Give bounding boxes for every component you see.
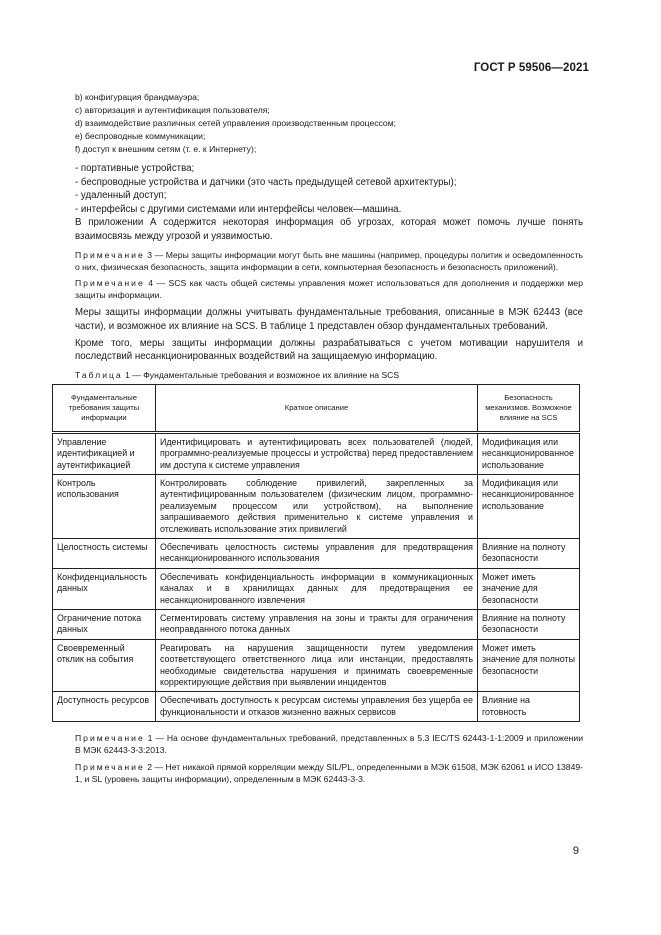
list-item: - портативные устройства;	[75, 163, 195, 174]
cell-description: Реагировать на нарушения защищенности путем уведомления соответствующего ответственного лица или инстанции, предоставлять необходимые свидетельства нарушения и принимать своевременные корректирующие действия при выявлении инцидентов	[155, 639, 477, 692]
list-item: f) доступ к внешним сетям (т. е. к Интернету);	[75, 144, 257, 154]
note-text: 1 — На основе фундаментальных требований, представленных в 5.3 IEC/TS 62443-1-1:2009 и приложении В МЭК 62443-3-3:2013.	[75, 733, 583, 756]
paragraph-measures: Меры защиты информации должны учитывать фундаментальные требования, описанные в МЭК 62443 (все части), и возможное их влияние на SCS. В таблице 1 представлен обзор фундаментальных требований.	[75, 307, 583, 332]
caption-label: Таблица	[75, 369, 123, 380]
note-text: 3 — Меры защиты информации могут быть вне машины (например, процедуры политик и осведомленность о них, физическая безопасность, защита информации в сети, компьютерная безопасность и безопасность приложений).	[75, 249, 583, 272]
table-note-1	[75, 732, 583, 756]
cell-requirement: Контроль использования	[53, 474, 156, 538]
page-number: 9	[572, 845, 579, 857]
paragraph-annex: В приложении А содержится некоторая информация об угрозах, которая может помочь лучше понять взаимосвязь между угрозой и уязвимостью.	[75, 217, 583, 242]
table-row	[53, 568, 580, 609]
cell-impact: Может иметь значение для безопасности	[477, 568, 579, 609]
cell-requirement: Доступность ресурсов	[53, 692, 156, 722]
table-row	[53, 692, 580, 722]
page-content	[57, 91, 584, 785]
cell-requirement: Конфиденциальность данных	[53, 568, 156, 609]
list-item: d) взаимодействие различных сетей управления производственным процессом;	[75, 118, 396, 128]
header-requirement: Фундаментальные требования защиты информации	[53, 384, 156, 432]
cell-description: Сегментировать систему управления на зоны и тракты для ограничения неоправданного потока данных	[155, 610, 477, 640]
cell-impact: Влияние на полноту безопасности	[477, 539, 579, 569]
note-label: Примечание	[75, 249, 145, 260]
list-item: b) конфигурация брандмауэра;	[75, 92, 200, 102]
table-row	[53, 610, 580, 640]
note-3	[75, 249, 583, 273]
letter-list	[75, 91, 583, 156]
cell-requirement: Целостность системы	[53, 539, 156, 569]
note-text: 2 — Нет никакой прямой корреляции между SIL/PL, определенными в МЭК 61508, МЭК 62061 и ИСО 13849-1, и SL (уровень защиты информации), определенным в МЭК 62443-3-3.	[75, 761, 584, 784]
document-id: ГОСТ Р 59506—2021	[473, 62, 589, 74]
table-row	[53, 432, 580, 474]
list-item: c) авторизация и аутентификация пользователя;	[75, 105, 270, 115]
cell-impact: Может иметь значение для полноты безопасности	[477, 639, 579, 692]
table-row	[53, 539, 580, 569]
table-row	[53, 474, 580, 538]
caption-text: 1 — Фундаментальные требования и возможное их влияние на SCS	[125, 369, 400, 380]
list-item: - интерфейсы с другими системами или интерфейсы человек—машина.	[75, 203, 402, 215]
note-text: 4 — SCS как часть общей системы управления может использоваться для дополнения и поддержки мер защиты информации.	[75, 277, 583, 301]
note-label: Примечание	[75, 277, 145, 288]
cell-impact: Модификация или несанкционированное использование	[477, 474, 579, 538]
cell-requirement: Своевременный отклик на события	[53, 639, 156, 692]
table-header-row	[53, 384, 580, 432]
table-caption	[75, 370, 583, 380]
dash-list	[75, 162, 583, 216]
cell-impact: Влияние на полноту безопасности	[477, 610, 579, 640]
note-label: Примечание	[75, 761, 145, 772]
requirements-table	[52, 384, 580, 723]
list-item: - беспроводные устройства и датчики (это часть предыдущей сетевой архитектуры);	[75, 176, 457, 188]
cell-description: Обеспечивать конфиденциальность информации в коммуникационных каналах и в хранилищах данных для предотвращения ее несанкционированного извлечения	[155, 568, 477, 609]
cell-description: Идентифицировать и аутентифицировать всех пользователей (людей, программно-реализуемые процессы и устройства) перед предоставлением им доступа к системе управления	[155, 432, 477, 474]
cell-impact: Влияние на готовность	[477, 692, 579, 722]
list-item: - удаленный доступ;	[75, 190, 167, 202]
note-label: Примечание	[75, 733, 145, 744]
header-description: Краткое описание	[155, 384, 477, 432]
cell-description: Обеспечивать целостность системы управления для предотвращения несанкционированного использования	[155, 539, 477, 569]
header-impact: Безопасность механизмов. Возможное влияние на SCS	[477, 384, 579, 432]
table-note-2	[75, 761, 583, 785]
cell-description: Контролировать соблюдение привилегий, закрепленных за аутентифицированным пользователем (физическим лицом, программно-реализуемым процессом или устройством), на выполнение запрашиваемого действия применительно к системе управления и отслеживать использование этих привилегий	[155, 474, 477, 538]
paragraph-motivation: Кроме того, меры защиты информации должны разрабатываться с учетом мотивации нарушителя и последствий несанкционированных воздействий на защищаемую информацию.	[75, 337, 583, 363]
cell-description: Обеспечивать доступность к ресурсам системы управления без ущерба ее функциональности и отказов жизненно важных сервисов	[155, 692, 477, 722]
cell-requirement: Ограничение потока данных	[53, 610, 156, 640]
table-row	[53, 639, 580, 692]
cell-requirement: Управление идентификацией и аутентификацией	[53, 432, 156, 474]
note-4	[75, 277, 583, 301]
cell-impact: Модификация или несанкционированное использование	[477, 432, 579, 474]
list-item: e) беспроводные коммуникации;	[75, 131, 206, 141]
